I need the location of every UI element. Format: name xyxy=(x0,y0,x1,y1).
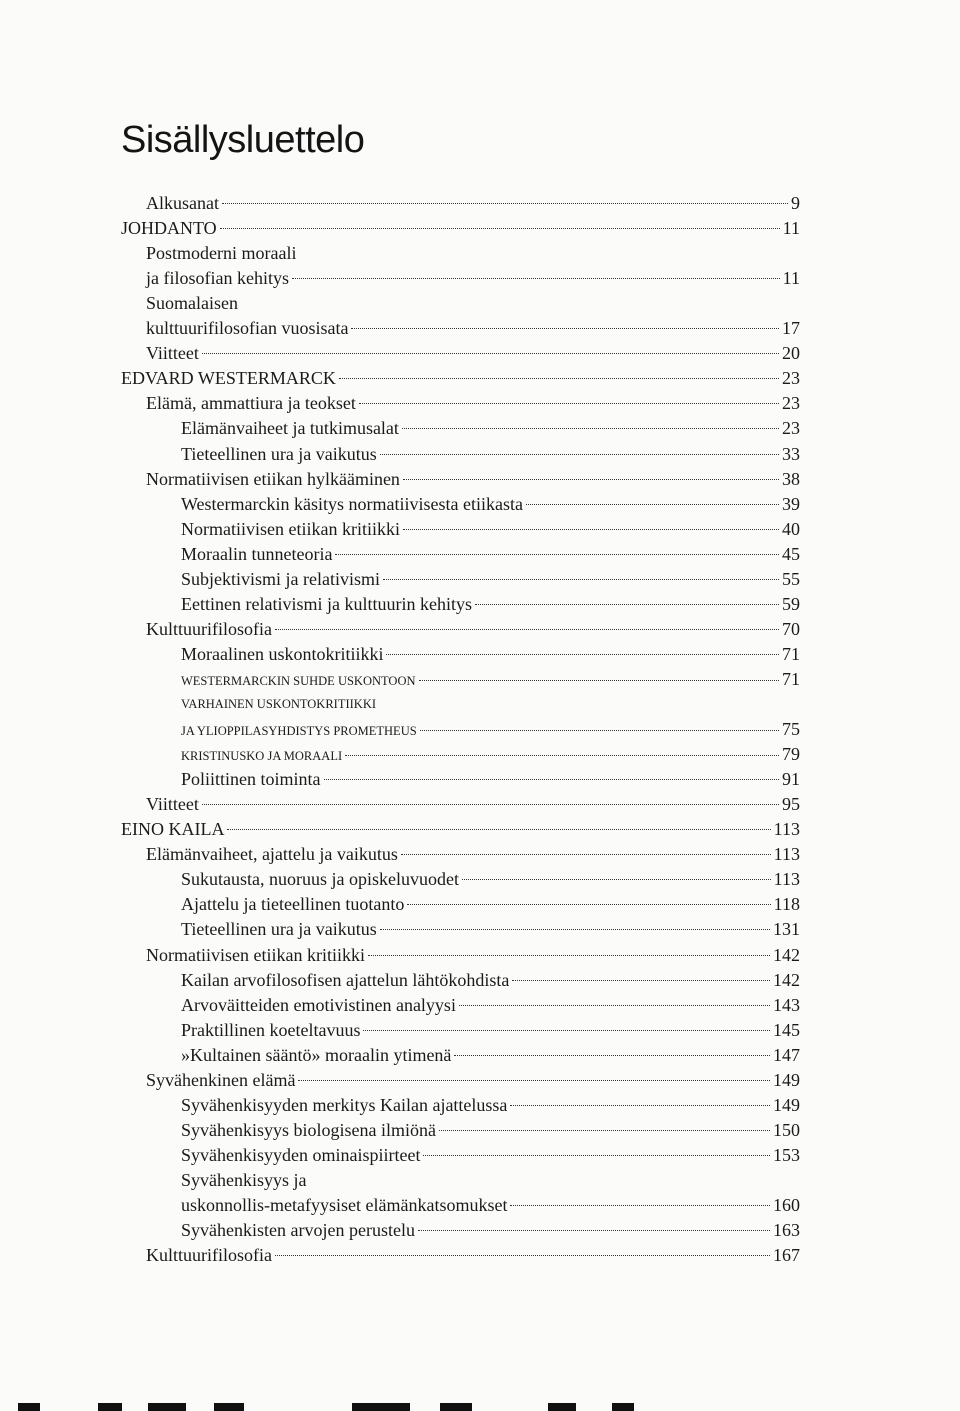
dot-leader xyxy=(475,604,779,605)
toc-entry-page: 163 xyxy=(773,1220,800,1241)
dot-leader xyxy=(368,955,770,956)
toc-entry-page: 75 xyxy=(782,719,800,740)
toc-entry xyxy=(181,993,800,1018)
toc-entry-page: 23 xyxy=(782,368,800,389)
dot-leader xyxy=(418,1230,770,1231)
toc-entry xyxy=(181,542,800,567)
toc-entry-page: 23 xyxy=(782,393,800,414)
toc-entry-page: 45 xyxy=(782,543,800,564)
toc-entry-page: 131 xyxy=(773,919,800,940)
toc-entry xyxy=(181,692,800,717)
toc-entry-page: 149 xyxy=(773,1069,800,1090)
toc-entry xyxy=(181,1193,800,1218)
toc-entry-title: JA YLIOPPILASYHDISTYS PROMETHEUS xyxy=(181,724,417,739)
dot-leader xyxy=(383,579,779,580)
toc-entry-title: »Kultainen sääntö» moraalin ytimenä xyxy=(181,1044,452,1065)
toc-entry xyxy=(146,617,800,642)
toc-entry-title: WESTERMARCKIN SUHDE USKONTOON xyxy=(181,673,416,688)
toc-entry-title: Syvähenkisyyden merkitys Kailan ajattelussa xyxy=(181,1094,508,1115)
dot-leader xyxy=(459,1005,770,1006)
toc-entry xyxy=(146,467,800,492)
toc-entry-title: Tieteellinen ura ja vaikutus xyxy=(181,443,377,464)
toc-entry-page: 160 xyxy=(773,1195,800,1215)
toc-entry-title: Syvähenkisyys biologisena ilmiönä xyxy=(181,1119,436,1140)
toc-entry xyxy=(181,592,800,617)
toc-entry-page: 95 xyxy=(782,794,800,815)
dot-leader xyxy=(454,1055,770,1056)
toc-entry xyxy=(146,943,800,968)
dot-leader xyxy=(202,804,779,805)
dot-leader xyxy=(510,1205,770,1206)
toc-entry-page: 118 xyxy=(773,894,800,915)
toc-entry-page: 147 xyxy=(773,1044,800,1065)
toc-entry xyxy=(181,517,800,542)
toc-entry-page: 153 xyxy=(773,1144,800,1165)
dot-leader xyxy=(275,629,779,630)
toc-entry xyxy=(181,416,800,441)
dot-leader xyxy=(220,228,780,229)
toc-entry xyxy=(146,391,800,416)
toc-entry-page: 38 xyxy=(782,468,800,489)
toc-entry-title: Postmoderni moraali xyxy=(146,243,297,264)
toc-entry-title: Viitteet xyxy=(146,343,199,364)
toc-entry-page: 142 xyxy=(773,969,800,990)
dot-leader xyxy=(202,353,779,354)
dot-leader xyxy=(324,779,780,780)
toc-entry xyxy=(121,817,800,842)
toc-entry-title: Suomalaisen xyxy=(146,293,238,314)
toc-entry-title: KRISTINUSKO JA MORAALI xyxy=(181,749,343,764)
toc-entry-title: Elämä, ammattiura ja teokset xyxy=(146,393,356,414)
toc-entry-title: Tieteellinen ura ja vaikutus xyxy=(181,919,377,940)
toc-entry xyxy=(121,366,800,391)
toc-entry-title: Kailan arvofilosofisen ajattelun lähtökohdista xyxy=(181,969,510,990)
toc-entry-title: Elämänvaiheet ja tutkimusalat xyxy=(181,418,399,439)
dot-leader xyxy=(462,879,771,880)
toc-entry xyxy=(146,1068,800,1093)
toc-entry xyxy=(181,1218,800,1243)
dot-leader xyxy=(403,529,779,530)
toc-entry-title: Ajattelu ja tieteellinen tuotanto xyxy=(181,894,405,915)
toc-entry-title: JOHDANTO xyxy=(121,218,217,239)
toc-entry xyxy=(146,1243,800,1268)
toc-entry xyxy=(181,1143,800,1168)
toc-entry xyxy=(146,191,800,216)
toc-entry-title: Normatiivisen etiikan kritiikki xyxy=(146,944,365,965)
toc-entry xyxy=(146,341,800,366)
toc-entry xyxy=(181,1093,800,1118)
toc-entry-title: Moraalinen uskontokritiikki xyxy=(181,643,384,664)
toc-entry xyxy=(181,917,800,942)
toc-entry-title: ja filosofian kehitys xyxy=(146,268,289,289)
toc-entry-title: Subjektivismi ja relativismi xyxy=(181,568,380,589)
toc-entry-page: 143 xyxy=(773,994,800,1015)
dot-leader xyxy=(275,1255,770,1256)
toc-entry xyxy=(181,492,800,517)
toc-entry-page: 149 xyxy=(773,1094,800,1115)
dot-leader xyxy=(402,428,779,429)
toc-entry-page: 167 xyxy=(773,1245,800,1266)
dot-leader xyxy=(227,829,770,830)
toc-entry-page: 142 xyxy=(773,944,800,965)
toc-entry-page: 9 xyxy=(791,193,800,213)
dot-leader xyxy=(403,479,779,480)
toc-entry-title: Alkusanat xyxy=(146,193,219,213)
toc-entry xyxy=(181,442,800,467)
toc-entry-title: Syvähenkisyys ja xyxy=(181,1169,307,1190)
dot-leader xyxy=(512,980,770,981)
toc-entry-title: Syvähenkisten arvojen perustelu xyxy=(181,1220,415,1241)
dot-leader xyxy=(423,1155,770,1156)
dot-leader xyxy=(380,929,770,930)
toc-entry-page: 145 xyxy=(773,1019,800,1040)
toc-entry-page: 55 xyxy=(782,568,800,589)
toc-entry-page: 150 xyxy=(773,1119,800,1140)
toc-entry xyxy=(181,892,800,917)
toc-entry-page: 39 xyxy=(782,493,800,514)
toc-entry-title: Syvähenkinen elämä xyxy=(146,1069,296,1090)
toc-entry-page: 113 xyxy=(773,869,800,890)
toc-entry-title: Westermarckin käsitys normatiivisesta etiikasta xyxy=(181,493,523,514)
dot-leader xyxy=(363,1030,770,1031)
toc-entry xyxy=(146,316,800,341)
toc-entry xyxy=(146,241,800,266)
dot-leader xyxy=(439,1130,770,1131)
toc-entry xyxy=(181,968,800,993)
dot-leader xyxy=(510,1105,770,1106)
toc-entry xyxy=(181,742,800,767)
scan-edge-marks xyxy=(0,1401,960,1411)
toc-entry-title: Normatiivisen etiikan kritiikki xyxy=(181,518,400,539)
dot-leader xyxy=(222,203,788,204)
toc-entry-title: Arvoväitteiden emotivistinen analyysi xyxy=(181,994,456,1015)
toc-entry xyxy=(181,667,800,692)
toc-entry xyxy=(181,1118,800,1143)
toc-entry xyxy=(181,1043,800,1068)
toc-entry-title: Moraalin tunneteoria xyxy=(181,543,333,564)
toc-entry-page: 71 xyxy=(782,643,800,664)
dot-leader xyxy=(298,1080,770,1081)
toc-entry-title: EDVARD WESTERMARCK xyxy=(121,368,336,389)
toc-entry xyxy=(146,792,800,817)
toc-entry-title: Poliittinen toiminta xyxy=(181,769,321,790)
toc-entry-page: 113 xyxy=(773,819,800,840)
toc-entry-page: 113 xyxy=(773,844,800,865)
toc-entry-page: 11 xyxy=(782,268,800,289)
dot-leader xyxy=(386,654,779,655)
dot-leader xyxy=(359,403,779,404)
toc-entry-title: Sukutausta, nuoruus ja opiskeluvuodet xyxy=(181,869,459,890)
toc-entry-page: 23 xyxy=(782,418,800,439)
toc-entry xyxy=(181,867,800,892)
toc-entry-title: Kulttuurifilosofia xyxy=(146,1245,272,1266)
toc-entry-page: 20 xyxy=(782,343,800,364)
dot-leader xyxy=(407,904,770,905)
dot-leader xyxy=(292,278,780,279)
dot-leader xyxy=(420,730,779,731)
toc-entry-page: 40 xyxy=(782,518,800,539)
toc-entry-title: VARHAINEN USKONTOKRITIIKKI xyxy=(181,697,377,711)
toc-entry-page: 59 xyxy=(782,593,800,614)
toc-entry xyxy=(181,1168,800,1193)
toc-entry-page: 91 xyxy=(782,769,800,790)
toc-entry-title: Kulttuurifilosofia xyxy=(146,618,272,639)
toc-entry xyxy=(181,717,800,742)
toc-entry xyxy=(181,567,800,592)
dot-leader xyxy=(526,504,779,505)
toc-entry-title: Eettinen relativismi ja kulttuurin kehitys xyxy=(181,593,472,614)
toc-entry-page: 70 xyxy=(782,618,800,639)
toc-entry-title: Viitteet xyxy=(146,794,199,815)
toc-entry-page: 33 xyxy=(782,443,800,464)
toc-entry xyxy=(181,767,800,792)
toc-entry-title: Normatiivisen etiikan hylkääminen xyxy=(146,468,400,489)
toc-entry xyxy=(146,266,800,291)
dot-leader xyxy=(339,378,779,379)
toc-entry-title: Praktillinen koeteltavuus xyxy=(181,1019,361,1040)
toc-entry-page: 79 xyxy=(782,744,800,765)
toc-entry xyxy=(121,216,800,241)
toc-entry-title: Elämänvaiheet, ajattelu ja vaikutus xyxy=(146,844,398,865)
toc-entry-title: uskonnollis-metafyysiset elämänkatsomukset xyxy=(181,1195,508,1215)
toc-entry-title: Syvähenkisyyden ominaispiirteet xyxy=(181,1144,421,1165)
toc-entry-title: EINO KAILA xyxy=(121,819,225,840)
toc-entry xyxy=(146,842,800,867)
dot-leader xyxy=(401,854,771,855)
toc-entry-page: 71 xyxy=(782,668,800,689)
dot-leader xyxy=(335,554,779,555)
toc-entry-page: 11 xyxy=(782,218,800,239)
page-title: Sisällysluettelo xyxy=(121,119,365,161)
toc-entry xyxy=(181,1018,800,1043)
dot-leader xyxy=(345,755,779,756)
dot-leader xyxy=(419,680,780,681)
dot-leader xyxy=(351,328,779,329)
toc-entry-page: 17 xyxy=(782,318,800,339)
toc-entry-title: kulttuurifilosofian vuosisata xyxy=(146,318,349,339)
dot-leader xyxy=(380,454,779,455)
toc-entry xyxy=(146,291,800,316)
toc-entry xyxy=(181,642,800,667)
